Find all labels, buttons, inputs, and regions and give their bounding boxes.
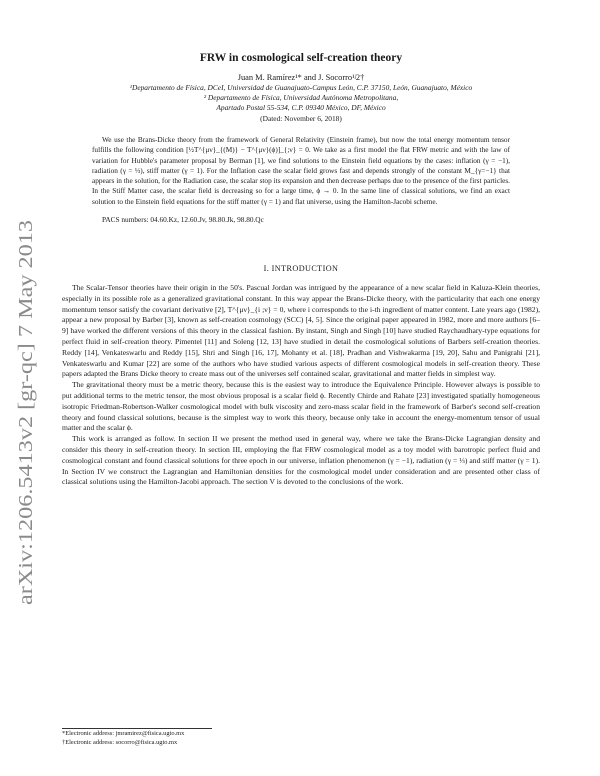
arxiv-stamp — [4, 210, 44, 610]
abstract-text: We use the Brans-Dicke theory from the framework of General Relativity (Einstein frame), but now the total energy momentum tensor fulfills the following condition [½T^{μν}_{(M)} − T^{μν}(ϕ)]_{;ν} = 0. We take as a first model the flat FRW metric and with the law of variation for Hubble's parameter proposal by Berman [1], we find solutions to the Einstein field equations by the cases: inflation (γ = −1), radiation (γ = ⅓), stiff matter (γ = 1). For the Inflation case the scalar field grows fast and depends strongly of the constant M_{γ=−1} that appears in the solution, for the Radiation case, the scalar stop its expansion and then decrease perhaps due to the presence of the first particles. In the Stiff Matter case, the scalar field is decreasing so for a large time, ϕ → 0. In the same line of classical solutions, we find an exact solution to the Einstein field equations for the stiff matter (γ = 1) and flat universe, using the Hamilton-Jacobi scheme. — [92, 135, 510, 206]
introduction-body — [62, 283, 540, 488]
paragraph: This work is arranged as follow. In section II we present the method used in general way, where we take the Brans-Dicke Lagrangian density and consider this theory in self-creation theory. In section III, employing the flat FRW cosmological model as a toy model with barotropic perfect fluid and cosmological constant and found classical solutions for three epoch in our universe, inflation phenomenon (γ = −1), radiation (γ = ⅓) and stiff matter (γ = 1). In Section IV we construct the Lagrangian and Hamiltonian densities for the cosmological model under consideration and are presented other class of classical solutions using the Hamilton-Jacobi approach. The section V is devoted to the conclusions of the work. — [62, 434, 540, 487]
paragraph: The gravitational theory must be a metric theory, because this is the easiest way to introduce the Equivalence Principle. However always is possible to put additional terms to the metric tensor, the most obvious proposal is a scalar field ϕ. Recently Chirde and Rahate [23] investigated spatially homogeneous isotropic Friedman-Robertson-Walker cosmological model with bulk viscosity and zero-mass scalar field in the framework of Barber's second self-creation theory and found classical solutions, because is the simplest way to work this theory, because only take in account the energy-momentum tensor of usual matter and the scalar ϕ. — [62, 380, 540, 433]
affiliation-2-address: Apartado Postal 55-534, C.P. 09340 México, DF, México — [216, 103, 386, 112]
affiliation-1: ¹Departamento de Física, DCeI, Universidad de Guanajuato-Campus León, C.P. 37150, León, Guanajuato, México — [129, 83, 473, 92]
arxiv-identifier[interactable]: arXiv:1206.5413v2 [gr-qc] 7 May 2013 — [16, 295, 37, 605]
paragraph: The Scalar-Tensor theories have their origin in the 50's. Pascual Jordan was intrigued by the appearance of a new scalar field in Kaluza-Klein theories, especially in its possible role as a generalized gravitational constant. In this way appear the Brans-Dicke theory, with the particularity that each one energy momentum tensor satisfy the covariant derivative [2], T^{μν}_{i ;ν} = 0, where i corresponds to the i-th ingredient of matter content. Late years ago (1982), appear a new proposal by Barber [3], known as self-creation cosmology (SCC) [4, 5]. Since the original paper appeared in 1982, more and more authors [6–9] have worked the different versions of this theory in the classical fashion. By instant, Singh and Singh [10] have studied Raychaudhary-type equations for perfect fluid in self-creation theory. Pimentel [11] and Soleng [12, 13] have studied in detail the cosmological solutions of Barbers self-creation theories. Reddy [14], Venkateswarlu and Reddy [15], Shri and Singh [16, 17], Mohanty et al. [18], Pradhan and Vishwakarma [19, 20], Sahu and Panigrahi [21], Venkateswarlu and Kumar [22] are some of the authors who have studied various aspects of different cosmological models in self-creation theory. These papers adapted the Brans Dicke theory to create mass out of the universes self contained scalar, gravitational and matter fields in simplest way. — [62, 283, 540, 379]
pacs-numbers: PACS numbers: 04.60.Kz, 12.60.Jv, 98.80.Jk, 98.80.Qc — [102, 215, 264, 225]
author-list: Juan M. Ramírez¹* and J. Socorro¹ʲ2† — [237, 73, 365, 82]
paper-title: FRW in cosmological self-creation theory — [199, 52, 403, 64]
footnotes — [62, 728, 540, 747]
section-heading: I. INTRODUCTION — [263, 264, 339, 274]
date-line: (Dated: November 6, 2018) — [260, 114, 342, 123]
affiliation-2: ² Departamento de Física, Universidad Autónoma Metropolitana, — [203, 93, 399, 102]
paper-page — [62, 52, 540, 488]
footnote-email-2: †Electronic address: socorro@fisica.ugto.mx — [62, 739, 178, 746]
footnote-email-1: *Electronic address: jmramirez@fisica.ugto.mx — [62, 730, 185, 737]
abstract — [92, 135, 510, 207]
